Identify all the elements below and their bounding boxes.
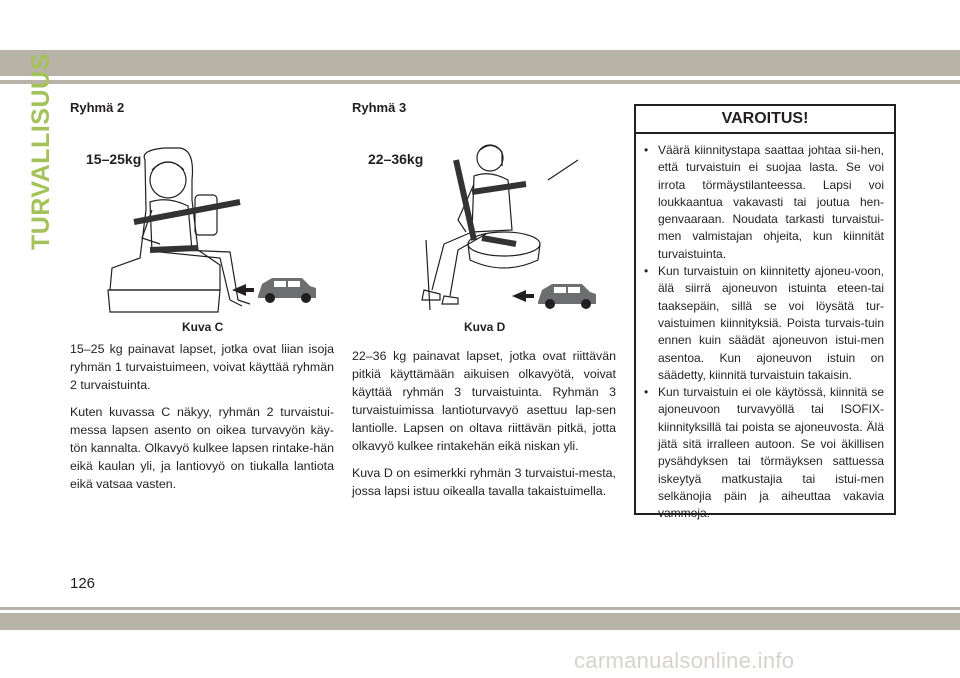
warning-item xyxy=(644,142,884,263)
paragraph: 22–36 kg painavat lapset, jotka ovat riittävän pitkiä käyttämään aikuisen olkavyötä, voivat käyttää ryhmän 3 turvaistuinta. Ryhmän 3 turvaistuimissa lantioturvavyö asettuu lap-sen lantiolle. Lapsen on oltava riittävän pitkä, jotta olkavyö kulkee rintakehän eikä niskan yli. xyxy=(352,349,616,453)
car-direction-drawing xyxy=(232,278,316,303)
footer-rule xyxy=(0,607,960,610)
warning-item xyxy=(644,263,884,384)
figure-c-illustration xyxy=(80,140,320,318)
figure-d-weight-label: 22–36kg xyxy=(368,151,424,167)
bullet-icon: • xyxy=(644,143,649,157)
figure-d xyxy=(362,140,610,318)
warning-item xyxy=(644,384,884,522)
bullet-icon: • xyxy=(644,385,649,400)
paragraph: Kuten kuvassa C näkyy, ryhmän 2 turvaistui-messa lapsen asento on oikea turvavyön käy-tön kannalta. Olkavyö kulkee lapsen rintake-hän eikä kaulan yli, ja lantiovyö on tiukalla lantiota eikä vatsaa vasten. xyxy=(70,405,334,491)
booster-seat-child-drawing xyxy=(108,148,250,312)
figure-c-caption: Kuva C xyxy=(182,320,224,334)
group-3-heading: Ryhmä 3 xyxy=(352,100,407,115)
page-number: 126 xyxy=(70,575,96,592)
figure-d-caption: Kuva D xyxy=(464,320,506,334)
watermark: carmanualsonline.info xyxy=(574,648,795,673)
section-side-tab-label: TURVALLISUUS xyxy=(27,53,55,250)
header-rule xyxy=(0,80,960,84)
figure-c xyxy=(80,140,320,318)
header-band xyxy=(0,50,960,76)
section-side-tab xyxy=(27,53,55,250)
footer-band xyxy=(0,613,960,630)
warning-box xyxy=(634,104,896,521)
warning-item-text: Kun turvaistuin ei ole käytössä, kiinnitä se ajoneuvoon turvavyöllä tai ISOFIX-kiinnityksillä tai poista se ajoneuvosta. Älä jätä sitä irralleen autoon. Se voi äkillisen pysähdyksen tai törmäyksen sattuessa iskeytyä matkustajia tai istui-men selkänojia päin ja aiheuttaa vakavia vammoja. xyxy=(658,385,884,521)
figure-d-illustration xyxy=(362,140,610,318)
warning-list xyxy=(636,142,894,523)
paragraph: 15–25 kg painavat lapset, jotka ovat liian isoja ryhmän 1 turvaistuimeen, voivat käyttää ryhmän 2 turvaistuinta. xyxy=(70,342,334,392)
warning-item-text: Väärä kiinnitystapa saattaa johtaa sii-hen, että turvaistuin ei suojaa lasta. Se voi irrota törmäystilanteessa. Lapsi voi loukkaantua vakavasti tai joutua hen-genvaaraan. Noudata tarkasti turvaistui-men valmistajan ohjeita, kun kiinnität turvaistuinta. xyxy=(658,143,884,261)
bullet-icon: • xyxy=(644,264,649,279)
group-2-text xyxy=(70,340,334,502)
figure-c-weight-label: 15–25kg xyxy=(86,151,142,167)
paragraph: Kuva D on esimerkki ryhmän 3 turvaistui-mesta, jossa lapsi istuu oikealla tavalla takaistuimella. xyxy=(352,466,616,498)
car-direction-drawing xyxy=(512,284,596,309)
warning-item-text: Kun turvaistuin on kiinnitetty ajoneu-voon, älä siirrä ajoneuvon istuinta eteen-tai taaksepäin, sillä se voi löysätä tur-vaistuimen kiinnityksiä. Poista turvais-tuin ennen kuin säädät ajoneuvon istui-men asentoa. Kun ajoneuvon istuin on säädetty, kiinnitä turvaistuin takaisin. xyxy=(658,264,884,382)
group-2-heading: Ryhmä 2 xyxy=(70,100,125,115)
warning-title: VAROITUS! xyxy=(636,106,894,134)
group-3-text xyxy=(352,347,616,509)
